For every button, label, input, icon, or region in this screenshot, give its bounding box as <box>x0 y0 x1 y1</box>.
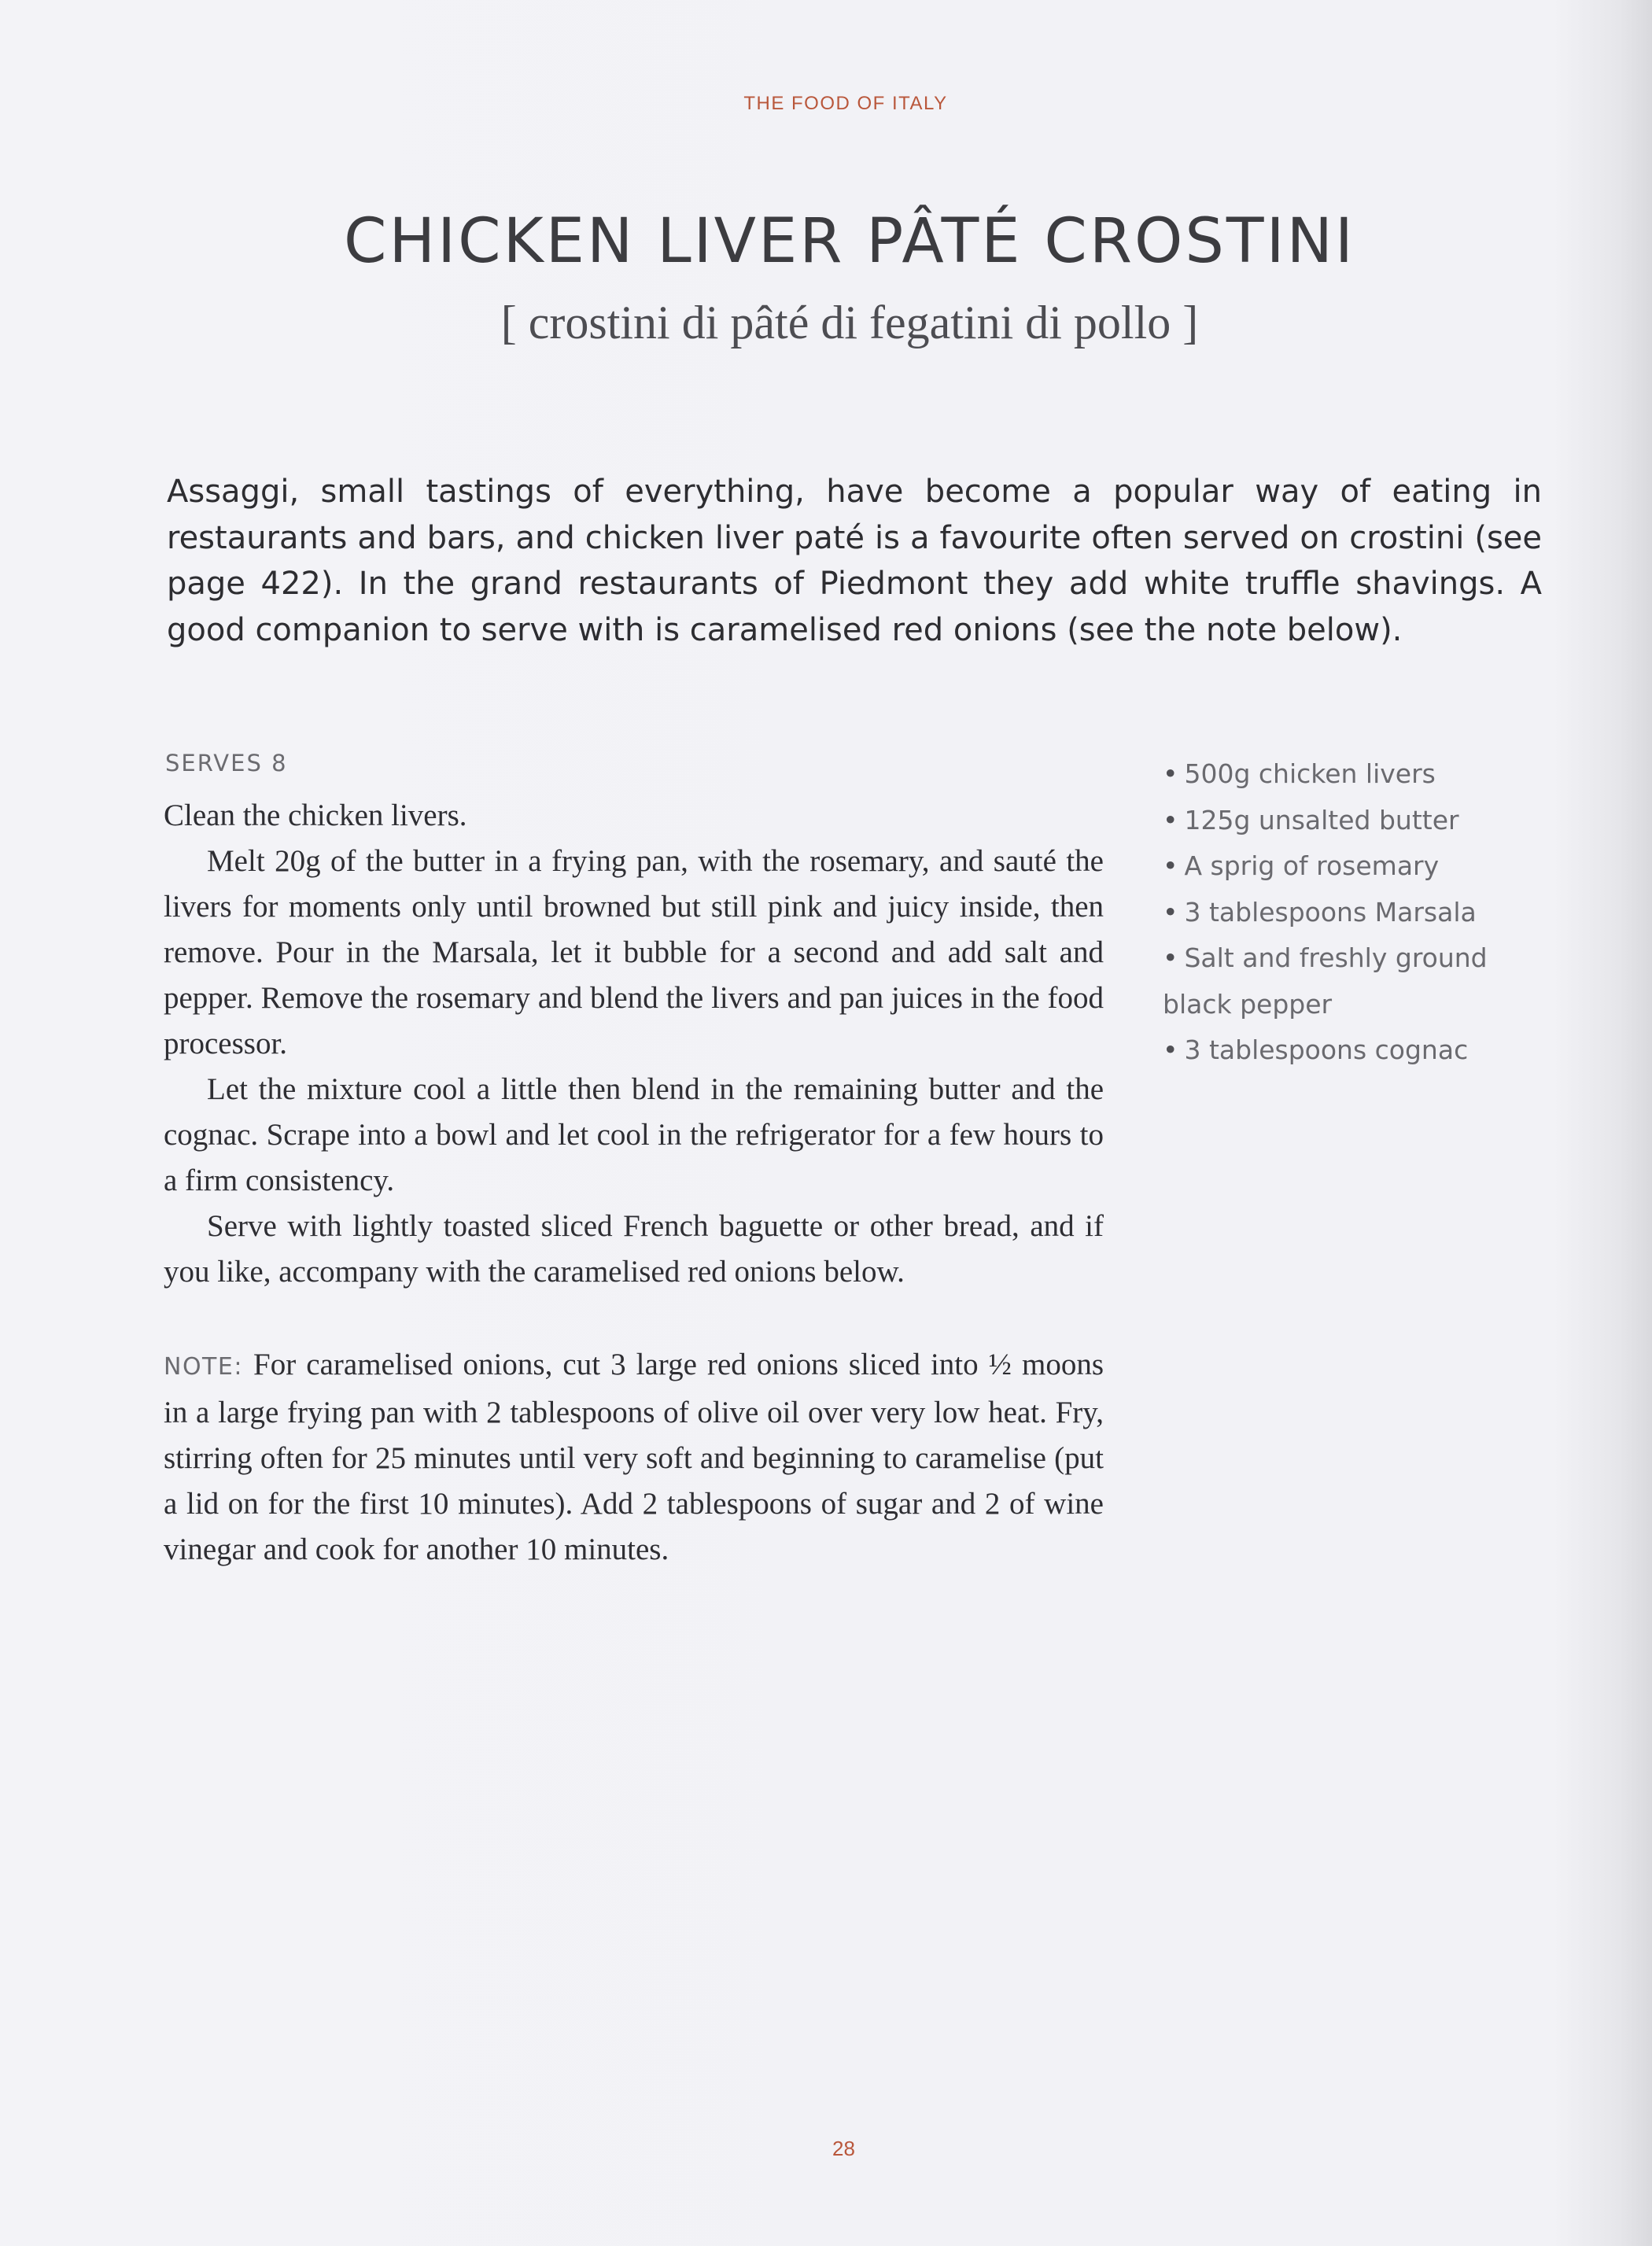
recipe-title: CHICKEN LIVER PÂTÉ CROSTINI <box>344 206 1355 277</box>
ingredient-text: 125g unsalted butter <box>1184 804 1459 835</box>
note-paragraph <box>164 1342 1104 1573</box>
bullet-icon: • <box>1163 896 1178 928</box>
ingredient-text: 3 tablespoons Marsala <box>1184 896 1477 928</box>
ingredient-item <box>1163 843 1525 890</box>
method-step: Melt 20g of the butter in a frying pan, with the rosemary, and sauté the livers for moments only until browned but still pink and juicy inside, then remove. Pour in the Marsala, let it bubble for a second and add salt and pepper. Remove the rosemary and blend the livers and pan juices in the food processor. <box>164 844 1104 1060</box>
ingredient-text: 3 tablespoons cognac <box>1184 1034 1469 1065</box>
ingredient-text: Salt and freshly ground black pepper <box>1163 942 1488 1020</box>
ingredient-item <box>1163 890 1525 936</box>
running-head: THE FOOD OF ITALY <box>743 93 948 114</box>
page-number: 28 <box>832 2137 855 2160</box>
serves-label: SERVES 8 <box>165 750 288 776</box>
note-text: For caramelised onions, cut 3 large red onions sliced into ½ moons in a large frying pan with 2 tablespoons of olive oil over very low heat. Fry, stirring often for 25 minutes until very soft and beginning to caramelise (put a lid on for the first 10 minutes). Add 2 tablespoons of sugar and 2 of wine vinegar and cook for another 10 minutes. <box>164 1348 1104 1566</box>
method-step: Clean the chicken livers. <box>164 798 467 832</box>
bullet-icon: • <box>1163 942 1178 973</box>
bullet-icon: • <box>1163 804 1178 835</box>
note-label: NOTE: <box>164 1353 243 1381</box>
ingredient-text: A sprig of rosemary <box>1184 850 1440 881</box>
method-step: Serve with lightly toasted sliced French baguette or other bread, and if you like, accompany with the caramelised red onions below. <box>164 1209 1104 1289</box>
ingredient-item <box>1163 935 1525 1027</box>
intro-paragraph: Assaggi, small tastings of everything, have become a popular way of eating in restaurants and bars, and chicken liver paté is a favourite often served on crostini (see page 422). In the grand restaurants of Piedmont they add white truffle shavings. A good companion to serve with is caramelised red onions (see the note below). <box>167 474 1542 648</box>
ingredient-item <box>1163 1027 1525 1074</box>
method-step: Let the mixture cool a little then blend in the remaining butter and the cognac. Scrape into a bowl and let cool in the refrigerator for a few hours to a firm consistency. <box>164 1072 1104 1197</box>
method-text <box>164 793 1104 1295</box>
ingredient-text: 500g chicken livers <box>1184 758 1436 789</box>
recipe-subtitle: [ crostini di pâté di fegatini di pollo ] <box>500 297 1199 349</box>
ingredient-item <box>1163 751 1525 798</box>
ingredient-item <box>1163 798 1525 844</box>
bullet-icon: • <box>1163 850 1178 881</box>
ingredients-list <box>1163 751 1525 1074</box>
bullet-icon: • <box>1163 1034 1178 1065</box>
bullet-icon: • <box>1163 758 1178 789</box>
